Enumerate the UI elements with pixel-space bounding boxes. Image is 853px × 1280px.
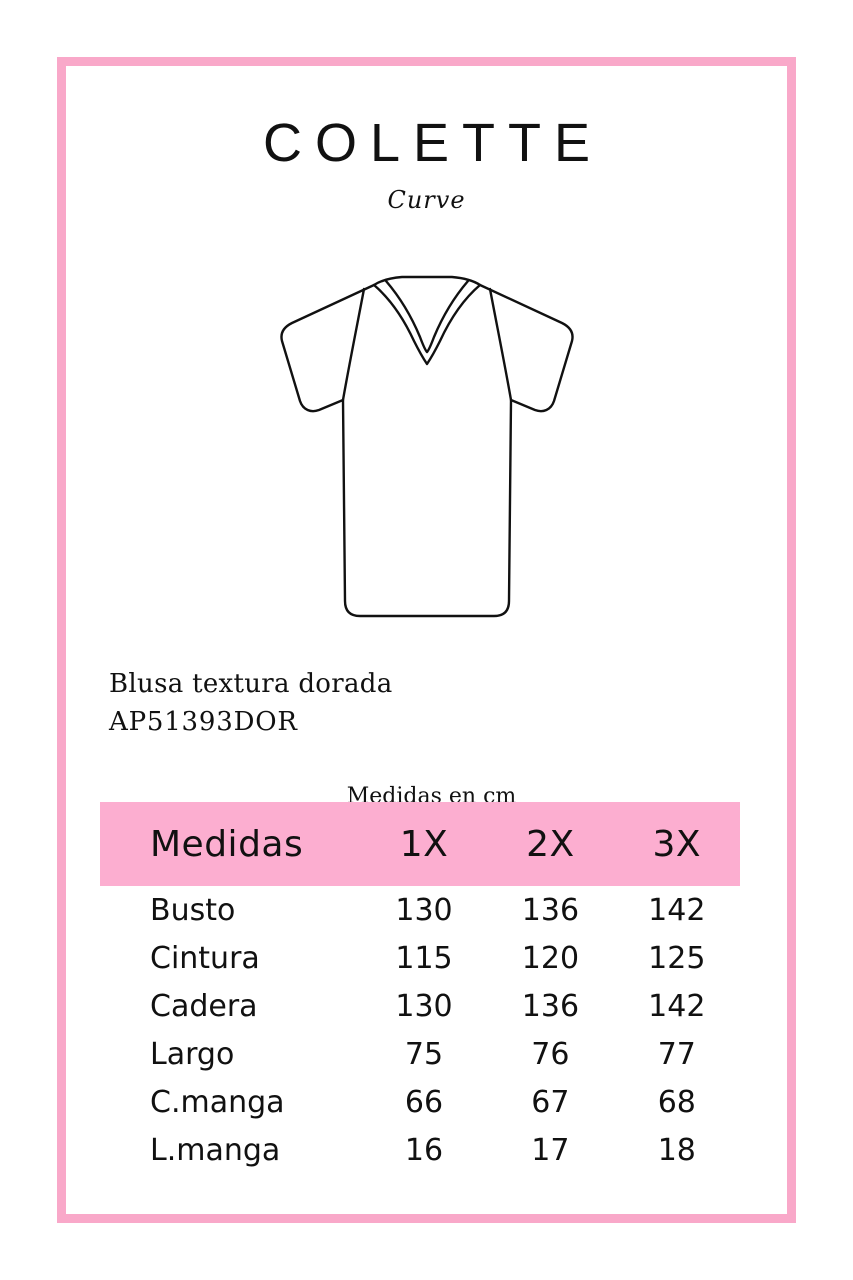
- cell-3x: 68: [657, 1084, 696, 1120]
- measurement-units-note: Medidas en cm: [346, 784, 517, 809]
- row-label: Largo: [150, 1036, 235, 1072]
- row-label: C.manga: [150, 1084, 285, 1120]
- cell-2x: 120: [521, 940, 580, 976]
- product-name: Blusa textura dorada: [109, 669, 393, 699]
- row-label: Cintura: [150, 940, 260, 976]
- cell-2x: 136: [521, 892, 580, 928]
- table-row: [100, 1126, 740, 1174]
- header-size-2x: 2X: [526, 823, 575, 865]
- row-label: Cadera: [150, 988, 258, 1024]
- product-code: AP51393DOR: [109, 706, 298, 737]
- table-header-row: [100, 802, 740, 886]
- table-body: [100, 886, 740, 1174]
- cell-2x: 136: [521, 988, 580, 1024]
- header-size-3x: 3X: [652, 823, 702, 865]
- table-row: [100, 886, 740, 934]
- cell-3x: 142: [648, 988, 706, 1024]
- row-label: Busto: [150, 892, 236, 928]
- cell-2x: 17: [531, 1132, 570, 1168]
- cell-1x: 130: [395, 892, 453, 928]
- cell-1x: 66: [404, 1084, 444, 1120]
- cell-3x: 142: [648, 892, 706, 928]
- brand-subtitle: Curve: [387, 186, 466, 214]
- brand-block: [66, 113, 787, 214]
- table-row: [100, 934, 740, 982]
- cell-2x: 67: [531, 1084, 570, 1120]
- cell-3x: 125: [648, 940, 706, 976]
- v-neck-short-sleeve-blouse-icon: [262, 271, 592, 631]
- table-row: [100, 1078, 740, 1126]
- cell-3x: 77: [657, 1036, 696, 1072]
- cell-3x: 18: [657, 1132, 696, 1168]
- pink-border-frame: [57, 57, 796, 1223]
- header-measurements: Medidas: [150, 823, 304, 865]
- cell-1x: 75: [404, 1036, 444, 1072]
- cell-1x: 115: [395, 940, 453, 976]
- header-size-1x: 1X: [399, 823, 449, 865]
- brand-name: COLETTE: [262, 113, 604, 173]
- product-info: [109, 666, 393, 741]
- cell-1x: 16: [404, 1132, 444, 1168]
- table-row: [100, 1030, 740, 1078]
- row-label: L.manga: [150, 1132, 281, 1168]
- table-header: [100, 802, 740, 886]
- cell-2x: 76: [531, 1036, 570, 1072]
- cell-1x: 130: [395, 988, 453, 1024]
- table-row: [100, 982, 740, 1030]
- size-measurements-table: [100, 802, 740, 1174]
